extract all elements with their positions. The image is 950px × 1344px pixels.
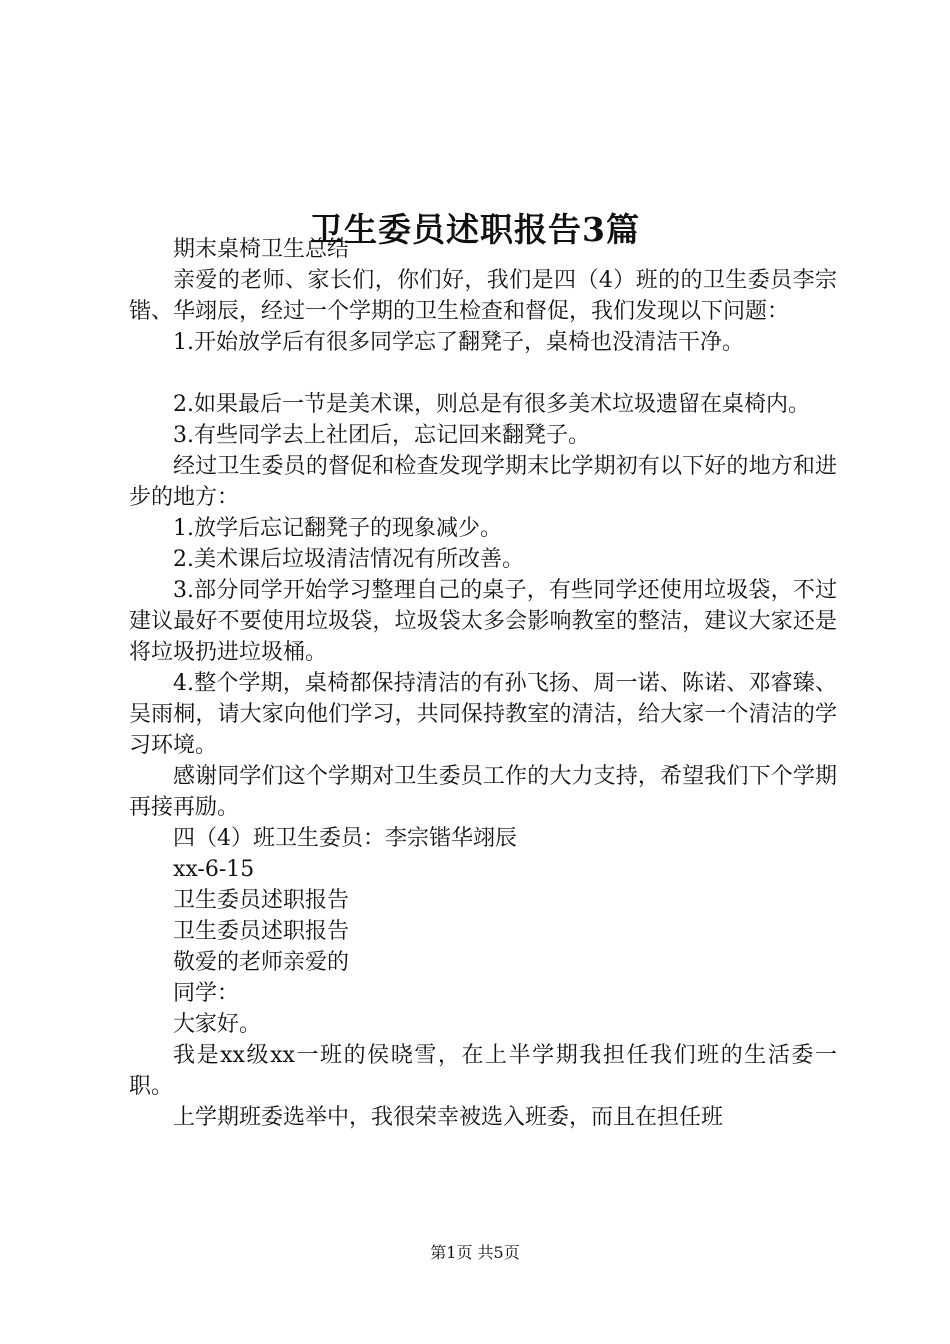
paragraph: 我是xx级xx一班的侯晓雪，在上半学期我担任我们班的生活委一职。 [129,1043,837,1099]
page-indicator: 第1页 共5页 [430,1243,520,1262]
blank-line [129,358,837,389]
document-body [129,234,837,1133]
paragraph: 1.放学后忘记翻凳子的现象减少。 [173,516,502,541]
paragraph: 2.如果最后一节是美术课，则总是有很多美术垃圾遗留在桌椅内。 [173,392,810,417]
paragraph: 期末桌椅卫生总结 [173,237,350,262]
page-title: 卫生委员述职报告3篇 [310,210,640,250]
paragraph: 感谢同学们这个学期对卫生委员工作的大力支持，希望我们下个学期再接再励。 [129,764,837,820]
paragraph: 四（4）班卫生委员：李宗锴华翊辰 [173,826,517,851]
paragraph: 3.有些同学去上社团后，忘记回来翻凳子。 [173,423,590,448]
paragraph: 2.美术课后垃圾清洁情况有所改善。 [173,547,524,572]
paragraph: 3.部分同学开始学习整理自己的桌子，有些同学还使用垃圾袋，不过建议最好不要使用垃圾袋，垃圾袋太多会影响教室的整洁，建议大家还是将垃圾扔进垃圾桶。 [129,578,837,665]
paragraph: 同学： [173,981,240,1006]
paragraph: 4.整个学期，桌椅都保持清洁的有孙飞扬、周一诺、陈诺、邓睿臻、吴雨桐，请大家向他们学习，共同保持教室的清洁，给大家一个清洁的学习环境。 [129,671,837,758]
paragraph: 卫生委员述职报告 [173,888,350,913]
paragraph: 大家好。 [173,1012,262,1037]
paragraph: 卫生委员述职报告 [173,919,350,944]
paragraph: 经过卫生委员的督促和检查发现学期末比学期初有以下好的地方和进步的地方： [129,454,837,510]
paragraph: xx-6-15 [173,857,255,882]
paragraph: 1.开始放学后有很多同学忘了翻凳子，桌椅也没清洁干净。 [173,330,744,355]
paragraph: 敬爱的老师亲爱的 [173,950,350,975]
paragraph: 亲爱的老师、家长们，你们好，我们是四（4）班的的卫生委员李宗锴、华翊辰，经过一个学期的卫生检查和督促，我们发现以下问题： [129,268,837,324]
paragraph: 上学期班委选举中，我很荣幸被选入班委，而且在担任班 [173,1105,724,1130]
